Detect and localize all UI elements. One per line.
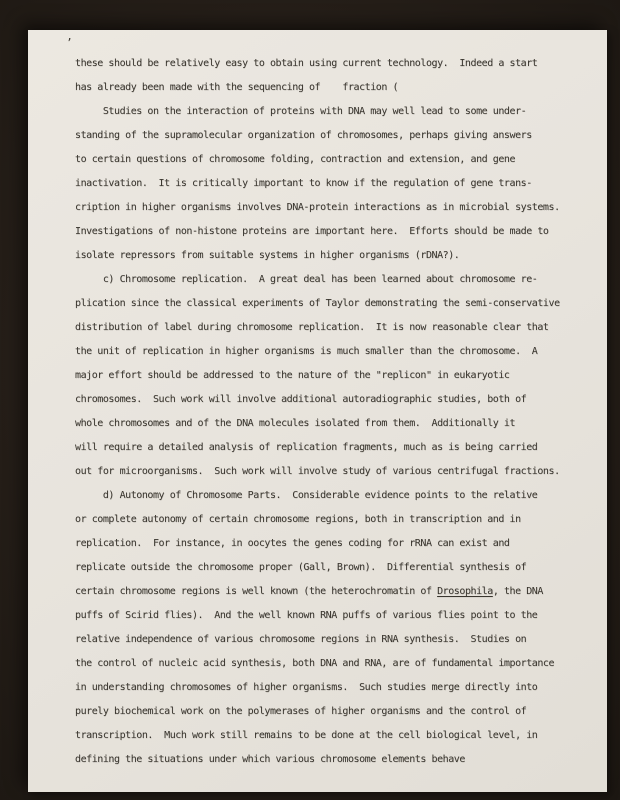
typed-text: the unit of replication in higher organisms is much smaller than the chromosome. A xyxy=(75,346,538,357)
typed-text: or complete autonomy of certain chromosome regions, both in transcription and in xyxy=(75,514,521,525)
typed-text: in understanding chromosomes of higher organisms. Such studies merge directly into xyxy=(75,682,538,693)
stray-typewriter-mark: ’ xyxy=(66,36,73,49)
typed-text: will require a detailed analysis of replication fragments, much as is being carried xyxy=(75,442,538,453)
typed-line xyxy=(75,676,589,700)
typed-text: transcription. Much work still remains to be done at the cell biological level, in xyxy=(75,730,538,741)
typed-line xyxy=(75,148,589,172)
typed-line xyxy=(75,436,589,460)
typed-text: inactivation. It is critically important to know if the regulation of gene trans- xyxy=(75,178,532,189)
typed-text: these should be relatively easy to obtain using current technology. Indeed a start xyxy=(75,58,538,69)
typed-text: Studies on the interaction of proteins with DNA may well lead to some under- xyxy=(75,106,527,117)
typed-text: purely biochemical work on the polymerases of higher organisms and the control of xyxy=(75,706,527,717)
typed-line xyxy=(75,220,589,244)
typed-line xyxy=(75,268,589,292)
typed-line xyxy=(75,652,589,676)
underlined-text: Drosophila xyxy=(437,586,493,597)
typed-text: relative independence of various chromosome regions in RNA synthesis. Studies on xyxy=(75,634,527,645)
typed-line xyxy=(75,100,589,124)
typed-text: isolate repressors from suitable systems in higher organisms (rDNA?). xyxy=(75,250,460,261)
typed-line xyxy=(75,628,589,652)
typed-text: chromosomes. Such work will involve additional autoradiographic studies, both of xyxy=(75,394,527,405)
typed-line xyxy=(75,460,589,484)
typed-line xyxy=(75,604,589,628)
typed-line xyxy=(75,244,589,268)
typed-text: puffs of Scirid flies). And the well known RNA puffs of various flies point to the xyxy=(75,610,538,621)
typed-text: standing of the supramolecular organization of chromosomes, perhaps giving answers xyxy=(75,130,532,141)
typed-text: major effort should be addressed to the nature of the "replicon" in eukaryotic xyxy=(75,370,510,381)
typed-line xyxy=(75,388,589,412)
typed-text: Investigations of non-histone proteins are important here. Efforts should be made to xyxy=(75,226,549,237)
typed-line xyxy=(75,196,589,220)
typed-line xyxy=(75,724,589,748)
typed-line xyxy=(75,556,589,580)
typed-line xyxy=(75,316,589,340)
typed-line xyxy=(75,700,589,724)
typed-text: distribution of label during chromosome replication. It is now reasonable clear that xyxy=(75,322,549,333)
typed-text: replicate outside the chromosome proper (Gall, Brown). Differential synthesis of xyxy=(75,562,527,573)
typed-line xyxy=(75,172,589,196)
typed-text: c) Chromosome replication. A great deal has been learned about chromosome re- xyxy=(75,274,538,285)
typed-line xyxy=(75,580,589,604)
typed-line xyxy=(75,364,589,388)
typed-line xyxy=(75,292,589,316)
typed-text-block xyxy=(75,52,589,772)
typed-text: defining the situations under which various chromosome elements behave xyxy=(75,754,465,765)
typed-line xyxy=(75,748,589,772)
document-page xyxy=(28,30,607,792)
typed-line xyxy=(75,340,589,364)
typed-text: whole chromosomes and of the DNA molecules isolated from them. Additionally it xyxy=(75,418,516,429)
typed-text: certain chromosome regions is well known (the heterochromatin of xyxy=(75,586,438,597)
typed-line xyxy=(75,124,589,148)
typed-text: out for microorganisms. Such work will involve study of various centrifugal fractions. xyxy=(75,466,560,477)
typed-text: replication. For instance, in oocytes the genes coding for rRNA can exist and xyxy=(75,538,510,549)
typed-text: , the DNA xyxy=(492,586,543,597)
typed-line xyxy=(75,508,589,532)
typed-text: d) Autonomy of Chromosome Parts. Considerable evidence points to the relative xyxy=(75,490,538,501)
typed-text: the control of nucleic acid synthesis, both DNA and RNA, are of fundamental importance xyxy=(75,658,555,669)
typed-text: cription in higher organisms involves DNA-protein interactions as in microbial systems. xyxy=(75,202,560,213)
typed-line xyxy=(75,412,589,436)
typed-text: plication since the classical experiments of Taylor demonstrating the semi-conservative xyxy=(75,298,560,309)
typed-text: to certain questions of chromosome folding, contraction and extension, and gene xyxy=(75,154,516,165)
typed-line xyxy=(75,52,589,76)
typed-line xyxy=(75,532,589,556)
typed-line xyxy=(75,76,589,100)
typed-text: has already been made with the sequencing of fraction ( xyxy=(75,82,399,93)
typed-line xyxy=(75,484,589,508)
